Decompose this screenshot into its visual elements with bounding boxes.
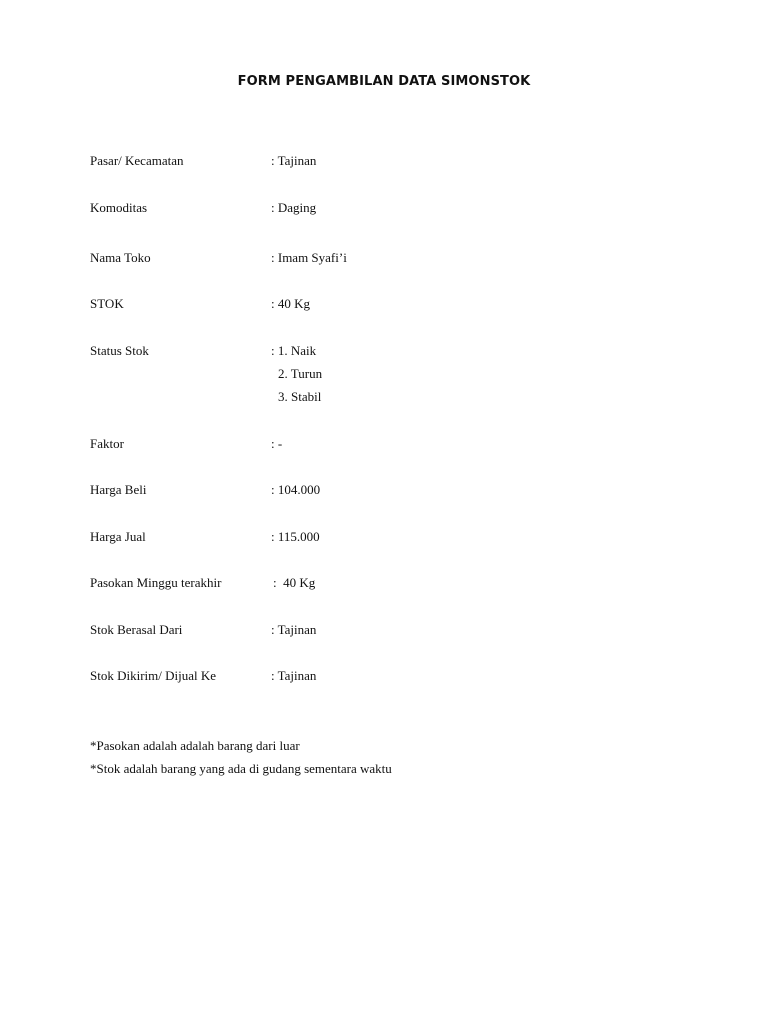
field-value: : Daging [271,200,317,215]
field-label: Komoditas [90,200,148,215]
field-label: Harga Beli [90,482,147,497]
field-label: Status Stok [90,343,149,358]
field-stok-dikirim-dijual-ke [90,666,690,686]
field-value: : 115.000 [271,529,320,544]
field-label: Pasokan Minggu terakhir [90,575,222,590]
note-stok: *Stok adalah barang yang ada di gudang sementara waktu [90,761,392,776]
status-option-stabil: 3. Stabil [278,389,322,404]
field-nama-toko [90,248,690,268]
field-stok-berasal-dari [90,620,690,640]
field-komoditas [90,198,690,218]
field-pasokan-minggu-terakhir [90,573,690,593]
field-status-stok [90,341,690,361]
field-harga-beli [90,480,690,500]
field-label: Stok Dikirim/ Dijual Ke [90,668,217,683]
note-pasokan: *Pasokan adalah adalah barang dari luar [90,738,300,753]
field-label: Faktor [90,436,124,451]
field-label: STOK [90,296,124,311]
field-stok [90,294,690,314]
status-option-turun: 2. Turun [278,366,323,381]
field-value: : Tajinan [271,153,317,168]
form-title: FORM PENGAMBILAN DATA SIMONSTOK [237,74,531,89]
field-pasar-kecamatan [90,151,690,171]
field-value: : 104.000 [271,482,321,497]
field-harga-jual [90,527,690,547]
field-value: : Tajinan [271,668,317,683]
field-value: : - [271,436,283,451]
field-value: : Tajinan [271,622,317,637]
field-value: : 1. Naik [271,343,317,358]
field-value: : 40 Kg [273,575,316,590]
field-label: Pasar/ Kecamatan [90,153,184,168]
field-label: Nama Toko [90,250,151,265]
field-label: Stok Berasal Dari [90,622,183,637]
field-label: Harga Jual [90,529,146,544]
field-value: : Imam Syafi’i [271,250,347,265]
field-value: : 40 Kg [271,296,310,311]
field-faktor [90,434,690,454]
